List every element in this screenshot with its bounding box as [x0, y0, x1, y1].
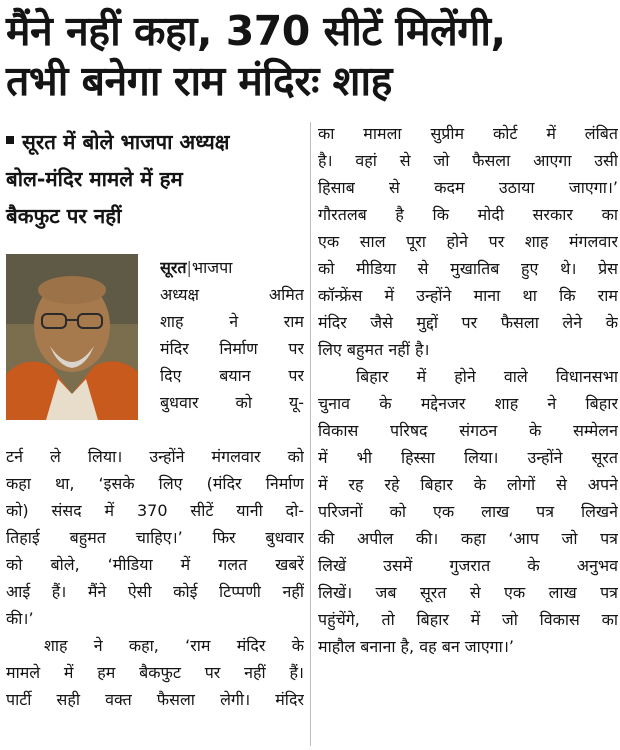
dateline: सूरत [160, 258, 187, 277]
headline [6, 6, 614, 106]
text-line: शाह ने राम [160, 312, 304, 331]
text-line: को बोले, ‘मीडिया में गलत खबरें [6, 555, 304, 574]
text-line: मंदिर जैसे मुद्दों पर फैसला लेने के [318, 313, 618, 332]
text-line: में भी हिस्सा लिया। उन्होंने सूरत [318, 448, 618, 467]
portrait-photo [6, 254, 138, 420]
text-line: बिहार में होने वाले विधानसभा [356, 367, 618, 386]
text-line: परिजनों को एक लाख पत्र लिखने [318, 502, 618, 521]
deck-line-1 [6, 124, 304, 161]
text-line: लिखें उसमें गुजरात के अनुभव [318, 556, 618, 575]
text-line: का मामला सुप्रीम कोर्ट में लंबित [318, 124, 618, 143]
text-line: की अपील की। कहा ‘आप जो पत्र [318, 529, 618, 548]
text-line: लिखें। जब सूरत से एक लाख पत्र [318, 583, 618, 602]
text-line: पार्टी सही वक्त फैसला लेगी। मंदिर [6, 690, 304, 709]
right-column-text [318, 120, 618, 660]
text-line: मामले में हम बैकफुट पर नहीं हैं। [6, 663, 304, 682]
text-line: बुधवार को यू- [160, 393, 304, 412]
portrait-illustration [6, 254, 138, 420]
left-wide-text [6, 443, 304, 713]
text-line: माहौल बनाना है, वह बन जाएगा।’ [318, 637, 514, 656]
text-line: गौरतलब है कि मोदी सरकार का [318, 205, 618, 224]
text-line: की।’ [6, 609, 34, 628]
text-line: पहुंचेंगे, तो बिहार में जो विकास का [318, 610, 618, 629]
text-line: टर्न ले लिया। उन्होंने मंगलवार को [6, 447, 304, 466]
text-line: हिसाब से कदम उठाया जाएगा।’ [318, 178, 618, 197]
text-line: मंदिर निर्माण पर [160, 339, 304, 358]
deck-line-3: बैकफुट पर नहीं [6, 204, 122, 228]
text-line: आई हैं। मैंने ऐसी कोई टिप्पणी नहीं [6, 582, 304, 601]
column-divider [310, 122, 311, 746]
left-narrow-text [160, 254, 304, 416]
text-line: शाह ने कहा, ‘राम मंदिर के [44, 636, 304, 655]
text-line: कहा था, ‘इसके लिए (मंदिर निर्माण [6, 474, 304, 493]
text-line: कॉन्फ्रेंस में उन्होंने माना था कि राम [318, 286, 618, 305]
text-line: एक साल पूरा होने पर शाह मंगलवार [318, 232, 618, 251]
bullet-icon [6, 136, 14, 144]
text-line: दिए बयान पर [160, 366, 304, 385]
text-line: चुनाव के मद्देनजर शाह ने बिहार [318, 394, 618, 413]
text-line: लिए बहुमत नहीं है। [318, 340, 430, 359]
text-line: को) संसद में 370 सीटें यानी दो- [6, 501, 304, 520]
text-line: तिहाई बहुमत चाहिए।’ फिर बुधवार [6, 528, 304, 547]
text-line: सूरत|भाजपा [160, 258, 233, 277]
text-line: को मीडिया से मुखातिब हुए थे। प्रेस [318, 259, 618, 278]
deck-text-1: सूरत में बोले भाजपा अध्यक्ष [22, 130, 230, 154]
text-line: में रह रहे बिहार के लोगों से अपने [318, 475, 618, 494]
headline-line-2: तभी बनेगा राम मंदिरः शाह [6, 57, 392, 105]
headline-line-1: मैंने नहीं कहा, 370 सीटें मिलेंगी, [6, 7, 506, 55]
deck-line-2: बोल-मंदिर मामले में हम [6, 167, 183, 191]
text-line: है। वहां से जो फैसला आएगा उसी [318, 151, 618, 170]
text-line: अध्यक्ष अमित [160, 285, 304, 304]
text-line: विकास परिषद संगठन के सम्मेलन [318, 421, 618, 440]
deck [6, 124, 304, 235]
